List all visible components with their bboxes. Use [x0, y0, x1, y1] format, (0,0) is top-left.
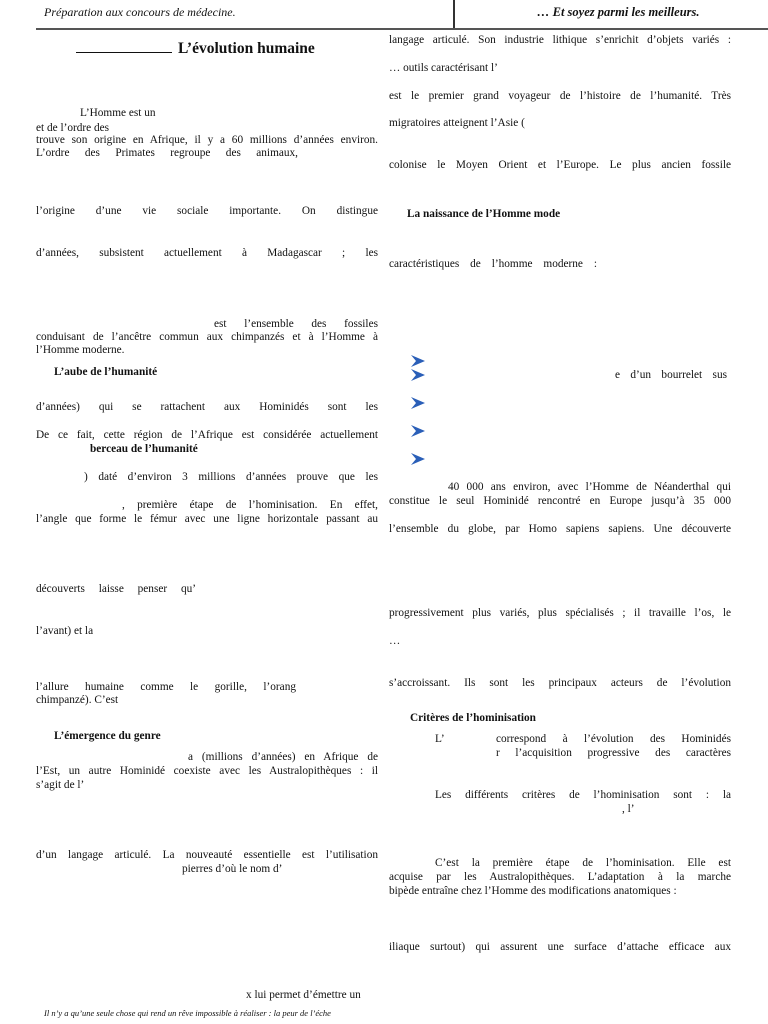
right-text-line: … outils caractérisant l’: [389, 62, 498, 74]
right-text-line: Les différents critères de l’hominisation sont : la: [435, 789, 731, 801]
left-text-line: l’Est, un autre Hominidé coexiste avec les Australopithèques : il: [36, 765, 378, 777]
arrow-bullet-icon: [411, 369, 425, 381]
left-text-line: d’un langage articulé. La nouveauté essentielle est l’utilisation: [36, 849, 378, 861]
left-text-line: L’ordre des Primates regroupe des animaux,: [36, 147, 298, 159]
section-heading-naissance: La naissance de l’Homme mode: [407, 208, 561, 220]
left-text-line: l’allure humaine comme le gorille, l’orang: [36, 681, 296, 693]
title-text: L’évolution humaine: [178, 40, 315, 57]
left-text-bold: berceau de l’humanité: [90, 443, 198, 455]
right-text-line: e d’un bourrelet sus: [615, 369, 727, 381]
right-text-line: …: [389, 635, 401, 647]
arrow-bullet-icon: [411, 397, 425, 409]
right-text-line: acquise par les Australopithèques. L’adaptation à la marche: [389, 871, 731, 883]
right-text-line: 40 000 ans environ, avec l’Homme de Néanderthal qui: [448, 481, 731, 493]
section-heading-aube: L’aube de l’humanité: [54, 366, 158, 378]
left-text-line: d’années) qui se rattachent aux Hominidés sont les: [36, 401, 378, 413]
left-text-line: d’années, subsistent actuellement à Madagascar ; les: [36, 247, 378, 259]
left-text-line: ) daté d’environ 3 millions d’années prouve que les: [84, 471, 378, 483]
arrow-bullet-icon: [411, 355, 425, 367]
arrow-bullet-icon: [411, 425, 425, 437]
left-text-line: chimpanzé). C’est: [36, 694, 119, 706]
right-text-line: C’est la première étape de l’hominisation. Elle est: [435, 857, 731, 869]
header-right-text: … Et soyez parmi les meilleurs.: [537, 5, 700, 19]
left-text-line: x lui permet d’émettre un: [246, 989, 361, 1001]
left-text-line: L’Homme est un: [80, 107, 156, 119]
right-text-line: constitue le seul Hominidé rencontré en Europe jusqu’à 35 000: [389, 495, 731, 507]
left-text-line: l’origine d’une vie sociale importante. On distingue: [36, 205, 378, 217]
title-blank-line: [76, 39, 172, 53]
right-text-line: s’accroissant. Ils sont les principaux acteurs de l’évolution: [389, 677, 731, 689]
left-text-line: a (millions d’années) en Afrique de: [188, 751, 378, 763]
right-text-line: bipède entraîne chez l’Homme des modifications anatomiques :: [389, 885, 677, 897]
left-text-line: découverts laisse penser qu’: [36, 583, 196, 595]
right-text-line: est le premier grand voyageur de l’histoire de l’humanité. Très: [389, 90, 731, 102]
section-heading-criteres: Critères de l’hominisation: [410, 712, 536, 724]
right-text-line: r l’acquisition progressive des caractères: [496, 747, 731, 759]
right-text-line: correspond à l’évolution des Hominidés: [496, 733, 731, 745]
left-text-line: s’agit de l’: [36, 779, 85, 791]
right-text-line: progressivement plus variés, plus spécialisés ; il travaille l’os, le: [389, 607, 731, 619]
header-left-text: Préparation aux concours de médecine.: [44, 5, 236, 19]
left-text-line: l’avant) et la: [36, 625, 94, 637]
right-text-line: colonise le Moyen Orient et l’Europe. Le plus ancien fossile: [389, 159, 731, 171]
left-text-line: l’Homme moderne.: [36, 344, 125, 356]
right-text-line: l’ensemble du globe, par Homo sapiens sapiens. Une découverte: [389, 523, 731, 535]
left-text-line: , première étape de l’hominisation. En effet,: [122, 499, 378, 511]
right-text-line: , l’: [622, 803, 635, 815]
page-title: [76, 39, 315, 55]
right-text-line: iliaque surtout) qui assurent une surface d’attache efficace aux: [389, 941, 731, 953]
right-text-line: caractéristiques de l’homme moderne :: [389, 258, 597, 270]
left-text-line: pierres d’où le nom d’: [182, 863, 283, 875]
left-text-line: conduisant de l’ancêtre commun aux chimpanzés et à l’Homme à: [36, 331, 378, 343]
footer-quote: Il n’y a qu’une seule chose qui rend un rêve impossible à réaliser : la peur de l’éche: [44, 1008, 331, 1018]
left-text-line: est l’ensemble des fossiles: [214, 318, 378, 330]
left-text-line: et de l’ordre des: [36, 122, 110, 134]
right-text-line: migratoires atteignent l’Asie (: [389, 117, 525, 129]
left-text-line: l’angle que forme le fémur avec une ligne horizontale passant au: [36, 513, 378, 525]
section-heading-emergence: L’émergence du genre: [54, 730, 161, 742]
header-divider: [453, 0, 455, 28]
left-text-line: trouve son origine en Afrique, il y a 60 millions d’années environ.: [36, 134, 378, 146]
right-text-line: L’: [435, 733, 445, 745]
arrow-bullet-icon: [411, 453, 425, 465]
right-text-line: langage articulé. Son industrie lithique s’enrichit d’objets variés :: [389, 34, 731, 46]
header-rule: [36, 28, 768, 30]
left-text-line: De ce fait, cette région de l’Afrique est considérée actuellement: [36, 429, 378, 441]
